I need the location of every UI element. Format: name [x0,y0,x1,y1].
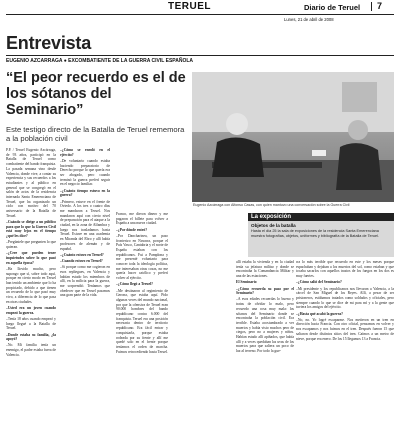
byline [6,58,193,64]
sidebar-intro: Hasta el día 25 la sala de exposiciones de la residencia Santa Emerenciana muestra fotografías, objetos, uniformes y bibliografía de la Batalla de Teruel. [251,229,380,238]
paragraph: –Me destinaron al regimiento de Gerona, que estaba aquí. Pido algunas veces del mundo nacional, por que la ofensiva de Teruel eran 90.000 hombres del bando republicano contra 6.000 del franquista. Teruel era una posición necesaria dentro de territorio republicano. Era fácil entrar y conquistarla, porque estaba rodeada por su frente y allí me quedé solo en el frente porque teníamos el orden de marcha. Fuimos retrocediendo hasta Teruel. [116,288,168,354]
section-rule [6,55,394,56]
interview-question: –¿Cómo salió del Seminario? [296,280,342,285]
exhibition-sidebar [248,213,394,257]
sidebar-title: La exposición [248,213,394,221]
interview-question: –Usted era un joven cuando empezó la guerra. [6,306,56,315]
column-2 [60,148,110,300]
byline-bullet: ● [63,58,69,64]
page-number-separator [371,2,372,11]
photo-illustration [192,72,394,202]
interview-question: –Cuándo se dirige a un público para que lo que la Guerra Civil está muy lejos en el tiempo ¿qué les dice? [6,220,56,239]
paragraph: –Pregúntele que pregunten lo que quieran. [6,240,56,250]
page-header [0,0,400,14]
column-5 [296,260,394,343]
section-label: TERUEL [168,1,211,12]
interview-question: –¿Cómo recuerda su paso por el Seminario? [236,286,294,296]
paragraph: –Mi presidente y los republicanos nos llevaron a Valencia, a la cárcel de San Miguel de los Reyes. Allí, a pesar de ser prisioneros, estábamos tratados como soldados y oficiales, pero siempre cuando lo que se dice de mi para mí y a la gente que tuviera los amigos del ejército. [296,286,394,310]
column-3 [116,212,168,356]
header-rule [6,14,394,15]
paragraph: P.P. / Teruel Eugenio Azcárraga, de 93 años, participó en la Batalla de Teruel como combatiente del bando franquista. La pasada semana vino desde Valencia, donde vive, a contar su experiencia y sus recuerdos a los estudiantes y al público en general que se congregó en el salón de actos de la residencia internada Santa Emerenciana de Teruel, que ha organizado un ciclo con motivo del 70 aniversario de la Batalla de Teruel. [6,148,56,218]
paragraph: Franco, me dieron dinero y me pagaron el billete para volver a España a una nueva ciudad. [116,212,168,226]
interview-question: –¿Cuánto tiempo estuvo en la guerra? [60,188,110,198]
headline: “El peor recuerdo es el de los sótanos del Seminario” [6,70,186,118]
paragraph: –Tenía 18 años cuando empezó y luego llegué a la Batalla de Teruel. [6,316,56,331]
paragraph: –Ha llovido mucho, pero supongo que sí, sobre todo aquí, porque en cierto modo en Teruel han tenido un ambiente que lo ha propiciado, debido a que tienen un recuerdo de lo que pasó muy vivo, a diferencia de lo que pasa en otras ciudades. [6,266,56,304]
paragraph: allí estaba la vivienda y en la ciudad tenía su jefatura militar y donde se encontraba la Comandancia Militar y una de las estaciones. [236,260,294,279]
paragraph: –Primero, estuve en el frente de Oviedo. A los tres o cuatro días me mandaron a Teruel. Nos mandaron aquí con cierto nivel de preparación para el ataque a la ciudad, en la zona de Alfambra y luego nos trasladamos hasta Teruel. Estuve en una academia en Miranda del Ebro y allí había profesores de alemán y de español. [60,199,110,251]
paragraph: –No. Mi familia tenía un enemigo, el padre estaba fuera de Valencia. [6,343,56,357]
issue-date: Lunes, 21 de abril de 2008 [284,17,334,22]
paragraph: rra lo más terrible que recuerdo en este y los meses porque espachaban y dejaban a los muertos del sol, como estaban y que tocaba sacarlos con aquellos trastos de los fuegos en los dos es muy fuertes. [296,260,394,279]
paragraph: –Por Dancharinea, un paso fronterizo en Navarra, porque el País Vasco, Cantabria y el norte de España estaban con los republicanos. Fui a Pamplona y me presenté voluntario para conocer toda la ideología política, me interesaban otras cosas, no me quería hacer católico y preferí volver al ejército. [116,233,168,281]
interview-photo [192,72,394,202]
paragraph: –Si porque como me cogieron en esos repliegues, en Valencia y habían estado los miembros de allí, en la milicia para la guerra, me sorprendió. Teníamos que obedecer que en Teruel pasamos una gran parte de la vida. [60,265,110,298]
interview-question: –Cuando estuvo en Teruel? [60,258,103,263]
interview-question: El Seminario [236,280,257,285]
interview-question: –¿Cómo llegó a Teruel? [116,282,153,287]
interview-question: –Donde estaba su familia, ¿la apoyó? [6,332,56,342]
page-number: 7 [377,1,383,11]
interview-question: –¿Cómo se enroló en el ejército? [60,148,110,157]
column-1 [6,148,56,359]
column-4 [236,260,294,355]
interview-question: –¿Cree que pueden tener inquietudes sobre lo que pasó en aquella época? [6,251,56,265]
interview-question: –¿Cuánto estuvo en Teruel? [60,252,104,257]
byline-name: EUGENIO AZCARRAGA [6,58,63,64]
photo-caption: Eugenio Azcárraga con Alfonso Casas, con quien mantuvo una conversación sobre la Guerra Civil [193,203,350,207]
byline-role: EXCOMBATIENTE DE LA GUERRA CIVIL ESPAÑOLA [68,58,194,64]
sidebar-subtitle: Objetos de la batalla [251,223,296,228]
subheadline: Este testigo directo de la Batalla de Teruel rememora a la población civil [6,125,185,143]
paragraph: –De voluntario cuando estaba haciendo preparatorio de Derecho porque lo que quería era ser abogado, pero cuando terminó la guerra preferí seguir en el negocio familiar. [60,158,110,187]
interview-question: –¿Hasta qué acabó la guerra? [296,311,343,316]
interview-question: –¿Por dónde entró? [116,227,148,232]
section-title: Entrevista [6,33,92,53]
paragraph: –A esos edades recuerdas lo bueno y tratas de olvidar lo malo, pero recuerdo una cosa muy mala: los sótanos del Seminario donde se encontraba la población civil. Era terrible. Estaba acostumbrado a ver muertos y había visto muchos pero de ciegos, pero no a mujeres y niños. Habían estado allí apiñados, que había allí y a veces quedaban las uvas de los muertos para que saliera un poco de luz al terreno. Por todo la gue- [236,297,294,354]
newspaper-name: Diario de Teruel [304,3,361,12]
paragraph: –No, no. Yo logré escaparme. Nos metieron en un tren en dirección hacia Francia. Con otro oficial, pensamos en volver y nos escapamos y nos fuimos en el tren. Después fueron 15 que saltaron desde distintos sitios del tren. Caímos a un metro de nieve, porque era enero. De los 15 llegamos 13 a Francia. [296,317,394,341]
